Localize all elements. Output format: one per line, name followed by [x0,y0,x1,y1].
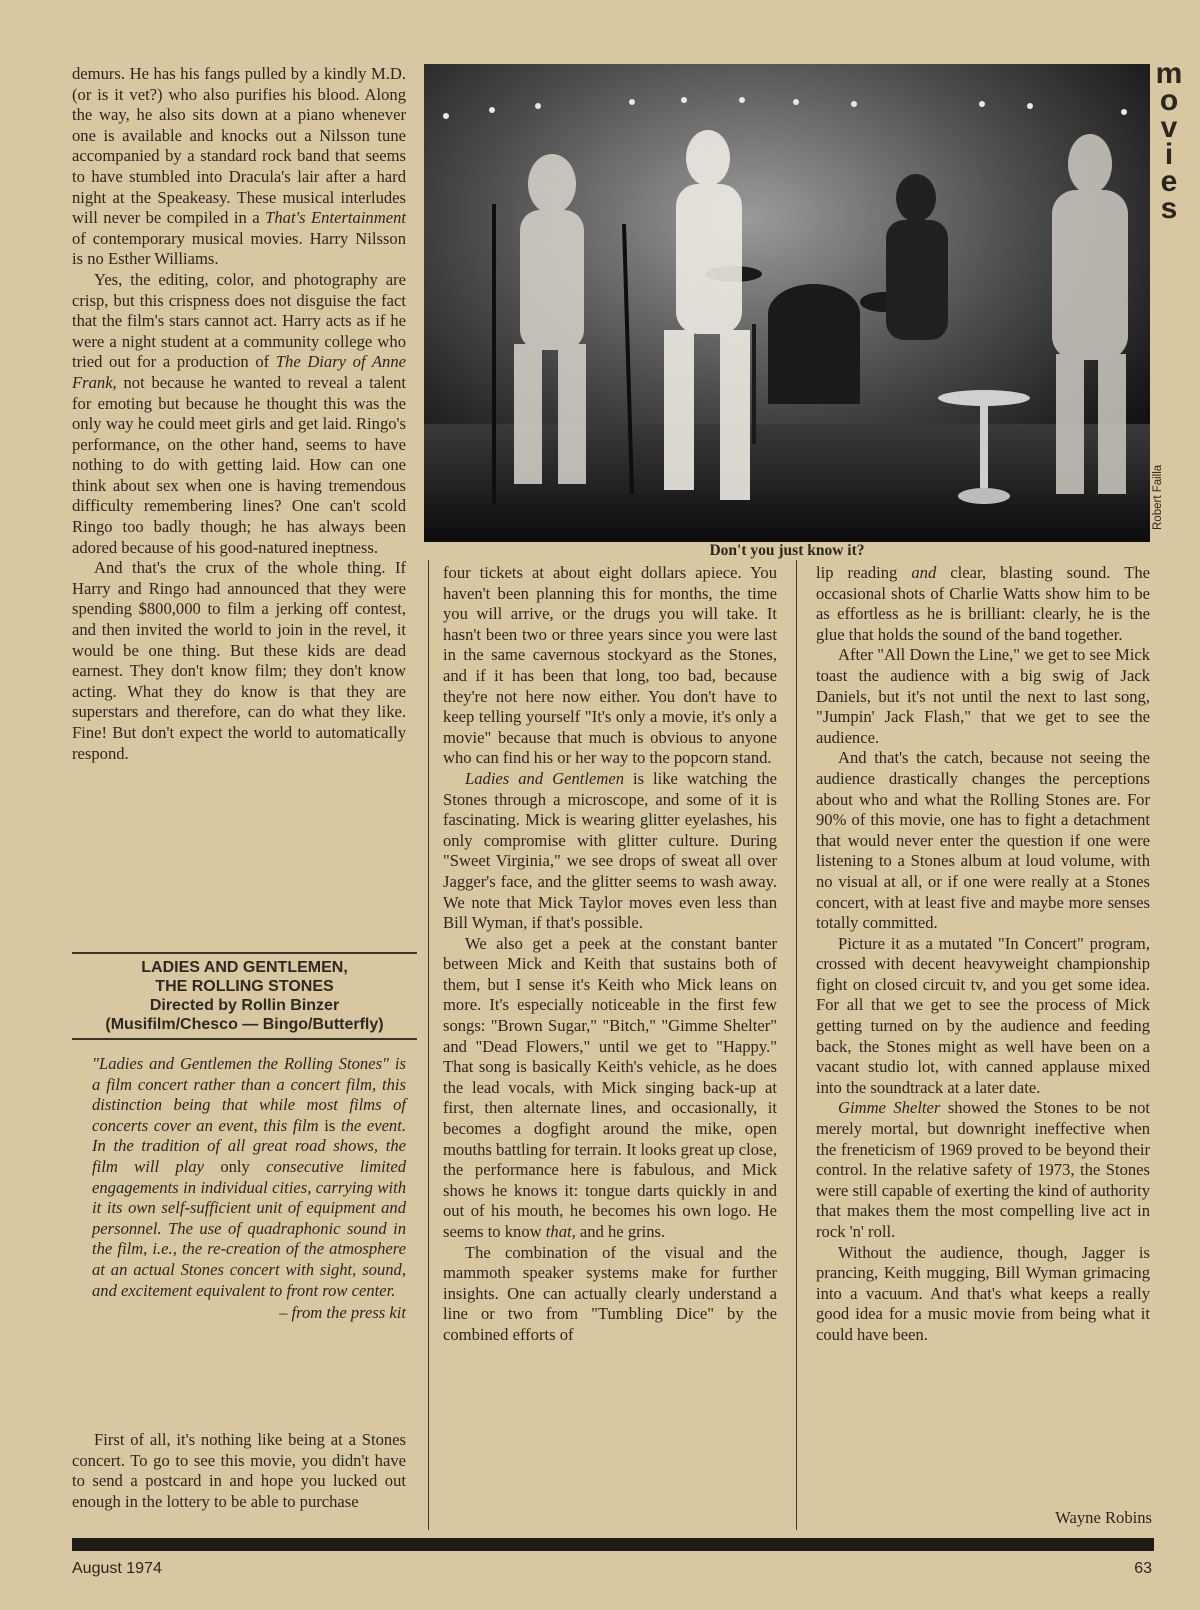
review-title-line-1: LADIES AND GENTLEMEN, [141,959,348,976]
article-paragraph: And that's the crux of the whole thing. If Harry and Ringo had announced that they were spending $800,000 to film a jerking off contest, and then invited the world to join in the revel, it would be one thing. But these kids are dead earnest. They don't know film; they don't know acting. What they do know is that they are superstars and therefore, can do what they like. Fine! But don't expect the world to automatically respond. [72,558,406,763]
section-tag-letter: i [1164,138,1174,171]
review-header-bottom-rule [72,1038,417,1040]
review-header-top-rule [72,952,417,954]
article-column-left-top [72,64,406,764]
press-kit-quote [92,1054,406,1324]
photo-credit: Robert Failla [1152,464,1164,530]
review-director: Directed by Rollin Binzer [149,997,340,1014]
review-distributor: (Musifilm/Chesco — Bingo/Butterfly) [105,1016,384,1033]
press-kit-quote-source: – from the press kit [279,1303,406,1323]
article-paragraph: four tickets at about eight dollars apiece. You haven't been planning this for months, the time you will arrive, or the drugs you will take. It hasn't been two or three years since you were last in the same cavernous stockyard as the Stones, and if it has been that long, too bad, because they're not here now either. You don't have to keep telling yourself "It's only a movie, it's only a movie" because that much is obvious to anyone who can find his or her way to the popcorn stand. [443,563,777,768]
article-paragraph: And that's the catch, because not seeing the audience drastically changes the perceptions about who and what the Rolling Stones are. For 90% of this movie, one has to fight a detachment that would never enter the question if one were listening to a Stones album at loud volume, with no visual at all, or if one were really at a Stones concert, with at least five and maybe more senses totally committed. [816,748,1150,933]
section-tag-letter: e [1160,165,1178,198]
section-tag-letter: v [1160,111,1178,144]
article-column-right [816,563,1150,1346]
section-tag-letter: m [1155,57,1183,90]
article-paragraph: Ladies and Gentlemen is like watching the Stones through a microscope, and some of it is fascinating. Mick is wearing glitter eyelashes, his only compromise with glitter culture. During "Sweet Virginia," we see drops of sweat all over Jagger's face, and the glitter seems to wash away. We note that Mick Taylor moves even less than Bill Wyman, if that's possible. [443,768,777,933]
article-paragraph: lip reading and clear, blasting sound. The occasional shots of Charlie Watts show him to be as effortless as he is brilliant: clearly, he is the glue that holds the sound of the band together. [816,563,1150,644]
press-kit-quote-text: "Ladies and Gentlemen the Rolling Stones" is a film concert rather than a concert film, this distinction being that while most films of concerts cover an event, this film is the event. In the tradition of all great road shows, the film will play only consecutive limited engagements in individual cities, carrying with it its own self-sufficient unit of equipment and personnel. The use of quadraphonic sound in the film, i.e., the re-creation of the atmosphere at an actual Stones concert with sight, sound, and excitement equivalent to front row center. [92,1054,406,1300]
footer-bar [72,1538,1154,1551]
column-divider-left [428,560,429,1530]
article-paragraph: Picture it as a mutated "In Concert" program, crossed with decent heavyweight championship fight on closed circuit tv, and you get some idea. For all that we get to see the process of Mick getting turned on by the audience and feeding back, the Stones might as well have been on a vacant studio lot, with canned applause mixed into the soundtrack at a later date. [816,933,1150,1097]
page-number: 63 [1134,1560,1152,1577]
photo-caption: Don't you just know it? [709,542,865,559]
author-signature: Wayne Robins [1055,1508,1152,1527]
article-paragraph: Without the audience, though, Jagger is prancing, Keith mugging, Bill Wyman grimacing into a vacuum. And that's what keeps a really good idea for a music movie from being what it could have been. [816,1242,1150,1344]
article-column-left-bottom [72,1430,406,1512]
article-paragraph: The combination of the visual and the mammoth speaker systems make for further insights. One can actually clearly understand a line or two from "Tumbling Dice" by the combined efforts of [443,1242,777,1344]
article-paragraph: Gimme Shelter showed the Stones to be not merely mortal, but downright ineffective when the freneticism of 1969 proved to be beyond their control. In the relative safety of 1973, the Stones were still capable of exerting the kind of authority that makes them the most compelling live act in rock 'n' roll. [816,1098,1151,1241]
article-paragraph: Yes, the editing, color, and photography are crisp, but this crispness does not disguise the fact that the film's stars cannot act. Harry acts as if he were a night student at a community college who tried out for a production of The Diary of Anne Frank, not because he wanted to reveal a talent for emoting but because he thought this was the only way he could meet girls and get laid. Ringo's performance, on the other hand, seems to have nothing to do with getting laid. How can one think about sex when one is having tremendous difficulty remembering lines? One can't scold Ringo too badly though; he has always been adored because of his good-natured ineptness. [72,269,406,557]
concert-photo [424,64,1150,542]
article-paragraph: We also get a peek at the constant banter between Mick and Keith that sustains both of them, but I sense it's Keith who Mick leans on more. It's especially noticeable in the first few songs: "Brown Sugar," "Bitch," "Gimme Shelter" and "Dead Flowers," until we get to "Happy." That song is basically Keith's vehicle, as he does the lead vocals, with Mick singing back-up at first, then alternate lines, and occasionally, it becomes a dogfight around the mike, open mouths battling for terrain. It looks great up close, the performance here is fabulous, and Mick shows he knows it: tongue darts quickly in and out of his mouth, he becomes his own logo. He seems to know that, and he grins. [443,933,777,1241]
section-tag-letter: o [1159,84,1179,117]
review-header [72,958,417,1034]
section-tag [1152,57,1186,225]
column-divider-right [796,560,797,1530]
review-title-line-2: THE ROLLING STONES [155,978,334,995]
concert-photo-illustration [424,64,1150,542]
section-tag-letter: s [1160,192,1178,225]
article-paragraph: After "All Down the Line," we get to see Mick toast the audience with a big swig of Jack Daniels, but it's not until the next to last song, "Jumpin' Jack Flash," that we get to see the audience. [816,645,1150,747]
article-paragraph: demurs. He has his fangs pulled by a kindly M.D. (or is it vet?) who also purifies his blood. Along the way, he also sits down at a piano whenever one is available and knocks out a Nilsson tune accompanied by a standard rock band that seems to have stumbled into Dracula's lair after a hard night at the Speakeasy. These musical interludes will never be compiled in a That's Entertainment of contemporary musical movies. Harry Nilsson is no Esther Williams. [72,64,406,269]
footer-date: August 1974 [72,1560,162,1577]
article-column-middle [443,563,777,1346]
article-paragraph: First of all, it's nothing like being at a Stones concert. To go to see this movie, you didn't have to send a postcard in and hope you lucked out enough in the lottery to be able to purchase [72,1430,406,1511]
